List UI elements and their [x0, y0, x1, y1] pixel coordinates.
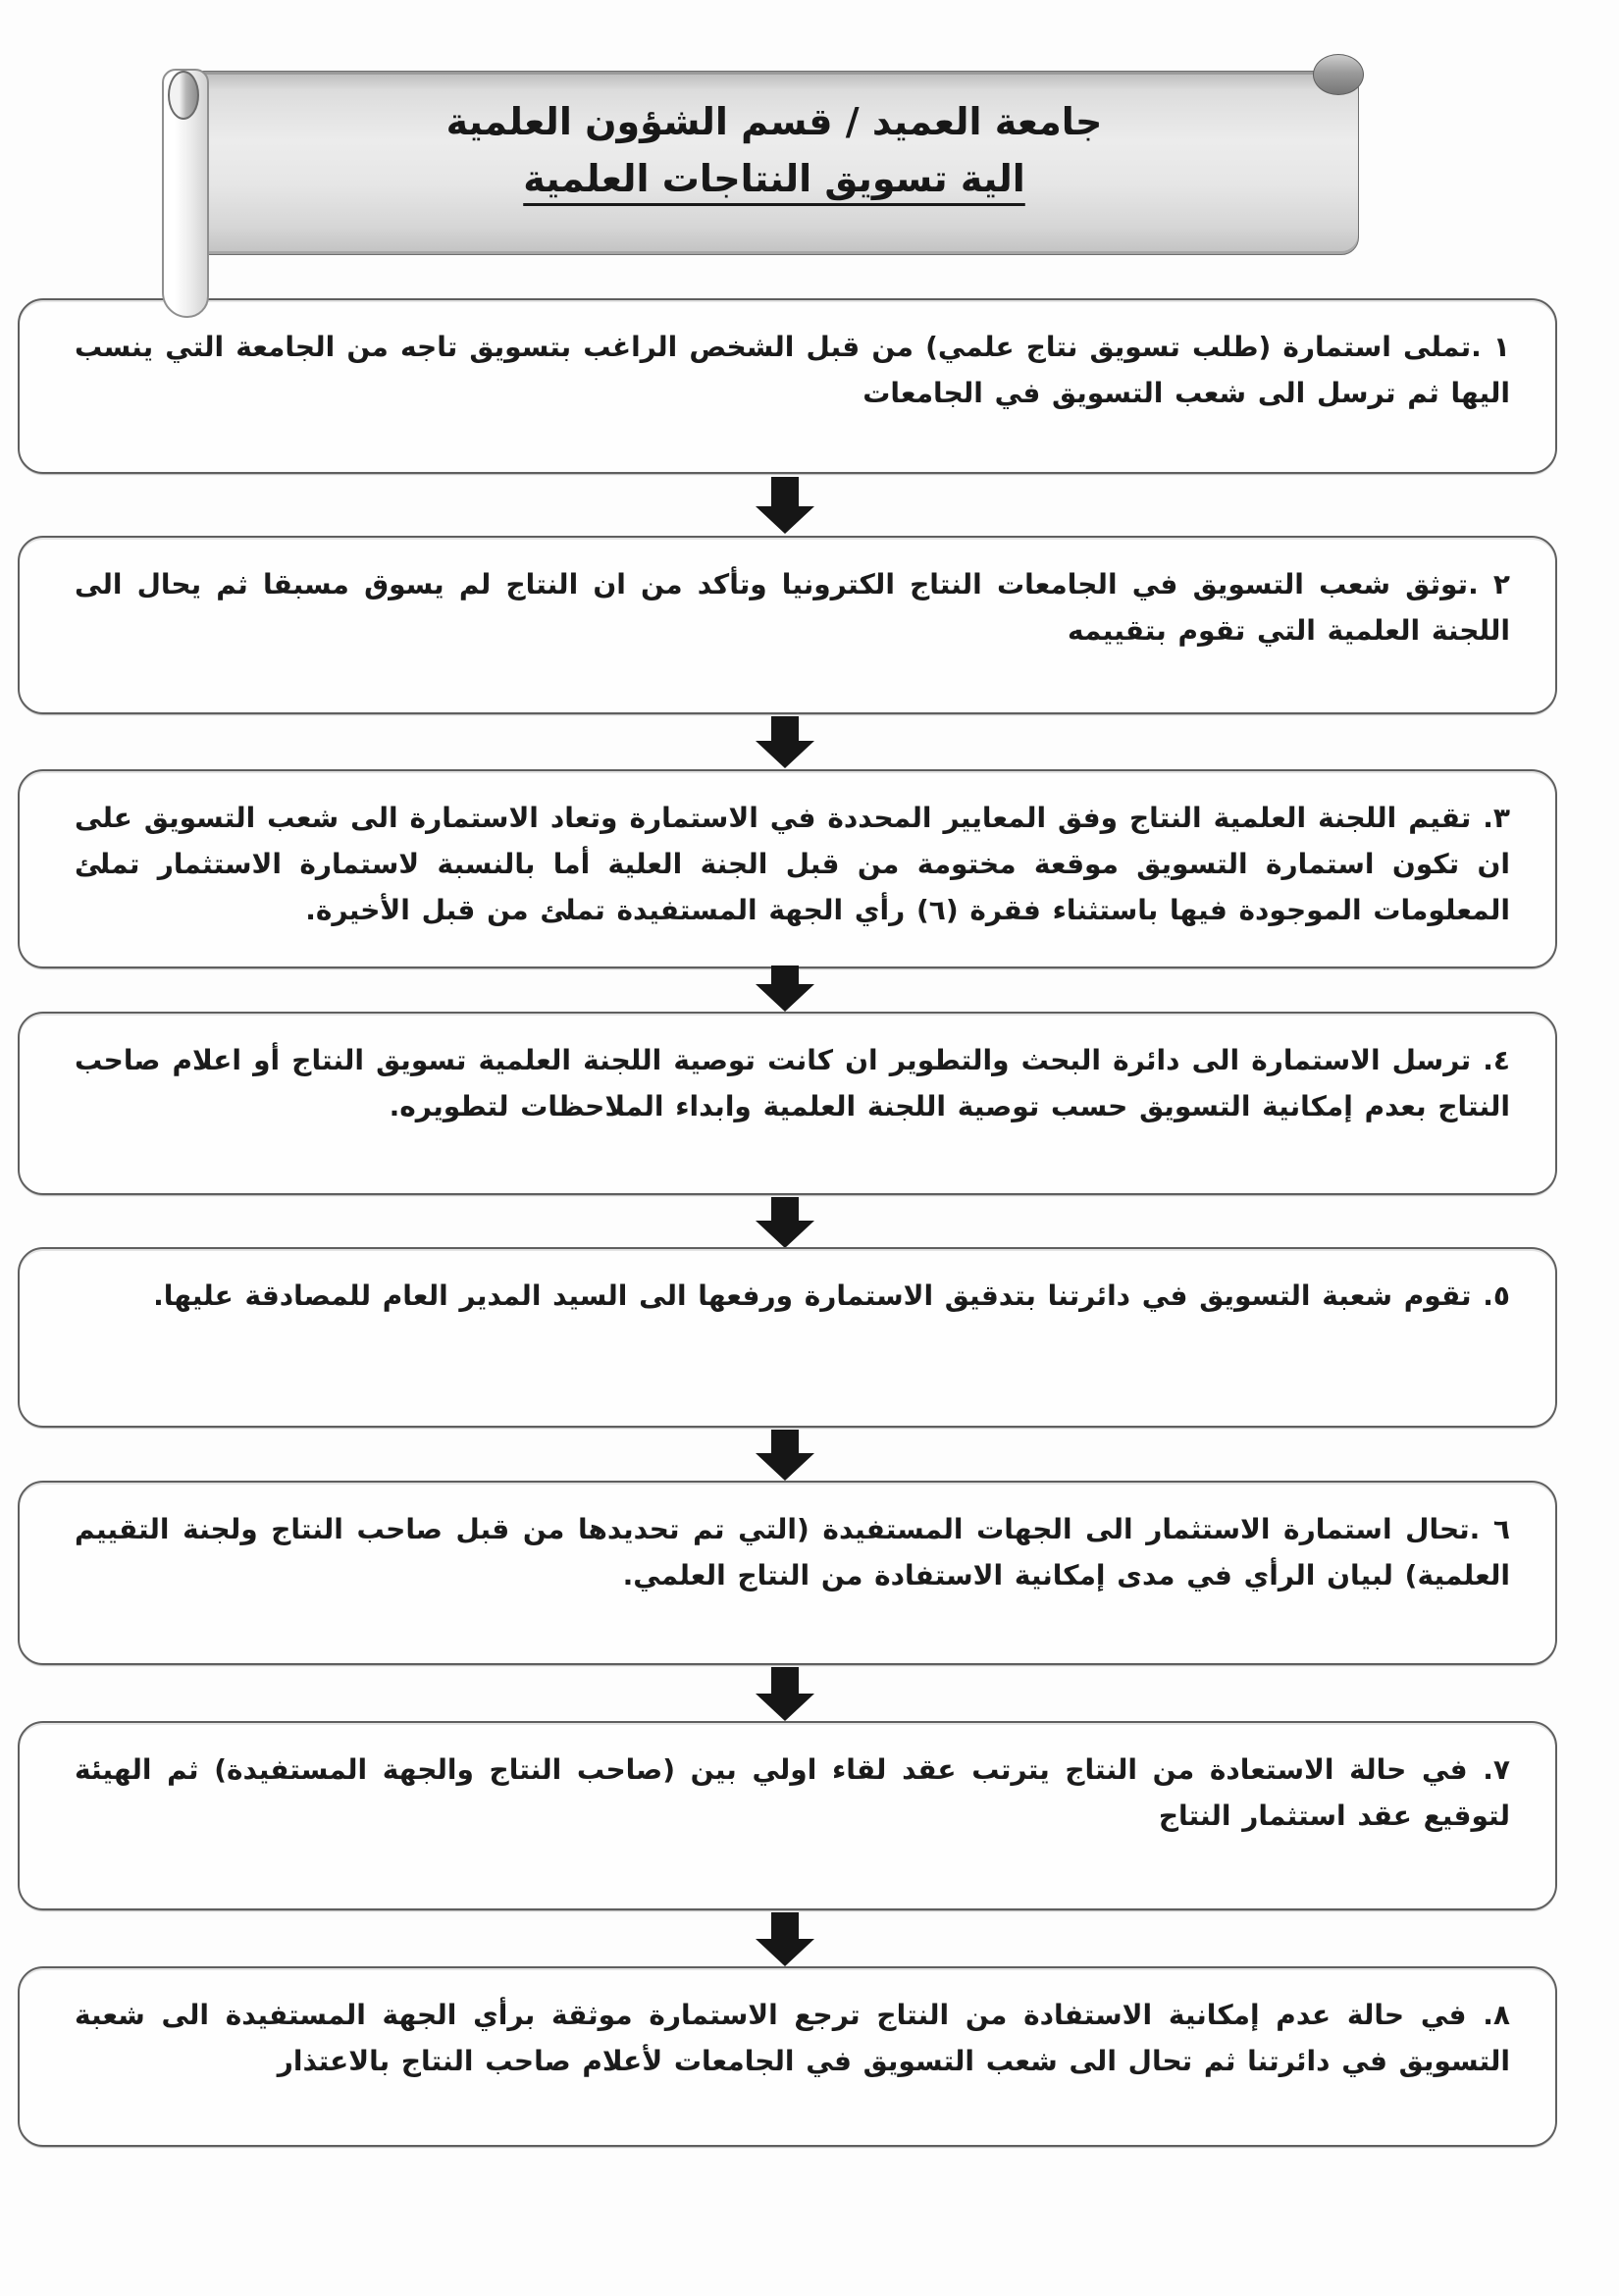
- down-arrow-icon: [756, 1912, 814, 1966]
- arrow-shaft: [771, 1912, 799, 1939]
- flow-step-7-text: ٧. في حالة الاستعادة من النتاج يترتب عقد لقاء اولي بين (صاحب النتاج والجهة المستفيدة) ثم الهيئة لتوقيع عقد استثمار النتاج: [75, 1753, 1510, 1832]
- banner-titles: [190, 72, 1358, 254]
- flow-step-8: [18, 1966, 1557, 2147]
- flow-step-1: [18, 298, 1557, 474]
- flow-step-3: [18, 769, 1557, 968]
- down-arrow-icon: [756, 965, 814, 1012]
- arrow-shaft: [771, 1197, 799, 1221]
- down-arrow-icon: [756, 1667, 814, 1721]
- arrow-head: [756, 741, 814, 768]
- scroll-body: [189, 71, 1359, 255]
- banner-title-line2: الية تسويق النتاجات العلمية: [523, 157, 1025, 200]
- arrow-head: [756, 1453, 814, 1481]
- arrow-head: [756, 506, 814, 534]
- arrow-shaft: [771, 1430, 799, 1453]
- flow-step-4-text: ٤. ترسل الاستمارة الى دائرة البحث والتطوير ان كانت توصية اللجنة العلمية تسويق النتاج أو اعلام صاحب النتاج بعدم إمكانية التسويق حسب توصية اللجنة العلمية وابداء الملاحظات لتطويره.: [75, 1044, 1510, 1122]
- arrow-head: [756, 1694, 814, 1721]
- flow-step-1-text: ١ .تملى استمارة (طلب تسويق نتاج علمي) من قبل الشخص الراغب بتسويق تاجه من الجامعة التي ينسب اليها ثم ترسل الى شعب التسويق في الجامعات: [75, 331, 1510, 409]
- flow-step-4: [18, 1012, 1557, 1195]
- down-arrow-icon: [756, 477, 814, 534]
- flow-step-7: [18, 1721, 1557, 1910]
- arrow-head: [756, 1939, 814, 1966]
- down-arrow-icon: [756, 1430, 814, 1481]
- flow-step-2-text: ٢ .توثق شعب التسويق في الجامعات النتاج الكترونيا وتأكد من ان النتاج لم يسوق مسبقا ثم يحال الى اللجنة العلمية التي تقوم بتقييمه: [75, 568, 1510, 647]
- arrow-head: [756, 1221, 814, 1248]
- down-arrow-icon: [756, 1197, 814, 1248]
- title-scroll-banner: [162, 39, 1359, 289]
- flow-step-8-text: ٨. في حالة عدم إمكانية الاستفادة من النتاج ترجع الاستمارة موثقة برأي الجهة المستفيدة الى شعبة التسويق في دائرتنا ثم تحال الى شعب التسويق في الجامعات لأعلام صاحب النتاج بالاعتذار: [75, 1999, 1510, 2077]
- down-arrow-icon: [756, 716, 814, 768]
- flow-step-2: [18, 536, 1557, 714]
- arrow-shaft: [771, 965, 799, 984]
- flow-step-3-text: ٣. تقيم اللجنة العلمية النتاج وفق المعايير المحددة في الاستمارة وتعاد الاستمارة الى شعب التسويق على ان تكون استمارة التسويق موقعة مختومة من قبل الجنة العلية أما بالنسبة لاستمارة الاستثمار تملئ المعلومات الموجودة فيها باستثناء فقرة (٦) رأي الجهة المستفيدة تملئ من قبل الأخيرة.: [75, 802, 1510, 926]
- flow-step-5-text: ٥. تقوم شعبة التسويق في دائرتنا بتدقيق الاستمارة ورفعها الى السيد المدير العام للمصادقة عليها.: [153, 1279, 1510, 1312]
- flow-step-6-text: ٦ .تحال استمارة الاستثمار الى الجهات المستفيدة (التي تم تحديدها من قبل صاحب النتاج ولجنة التقييم العلمية) لبيان الرأي في مدى إمكانية الاستفادة من النتاج العلمي.: [75, 1513, 1510, 1592]
- arrow-head: [756, 984, 814, 1012]
- flow-step-6: [18, 1481, 1557, 1665]
- flow-step-5: [18, 1247, 1557, 1428]
- arrow-shaft: [771, 1667, 799, 1694]
- banner-title-line1: جامعة العميد / قسم الشؤون العلمية: [445, 100, 1103, 143]
- arrow-shaft: [771, 477, 799, 506]
- arrow-shaft: [771, 716, 799, 741]
